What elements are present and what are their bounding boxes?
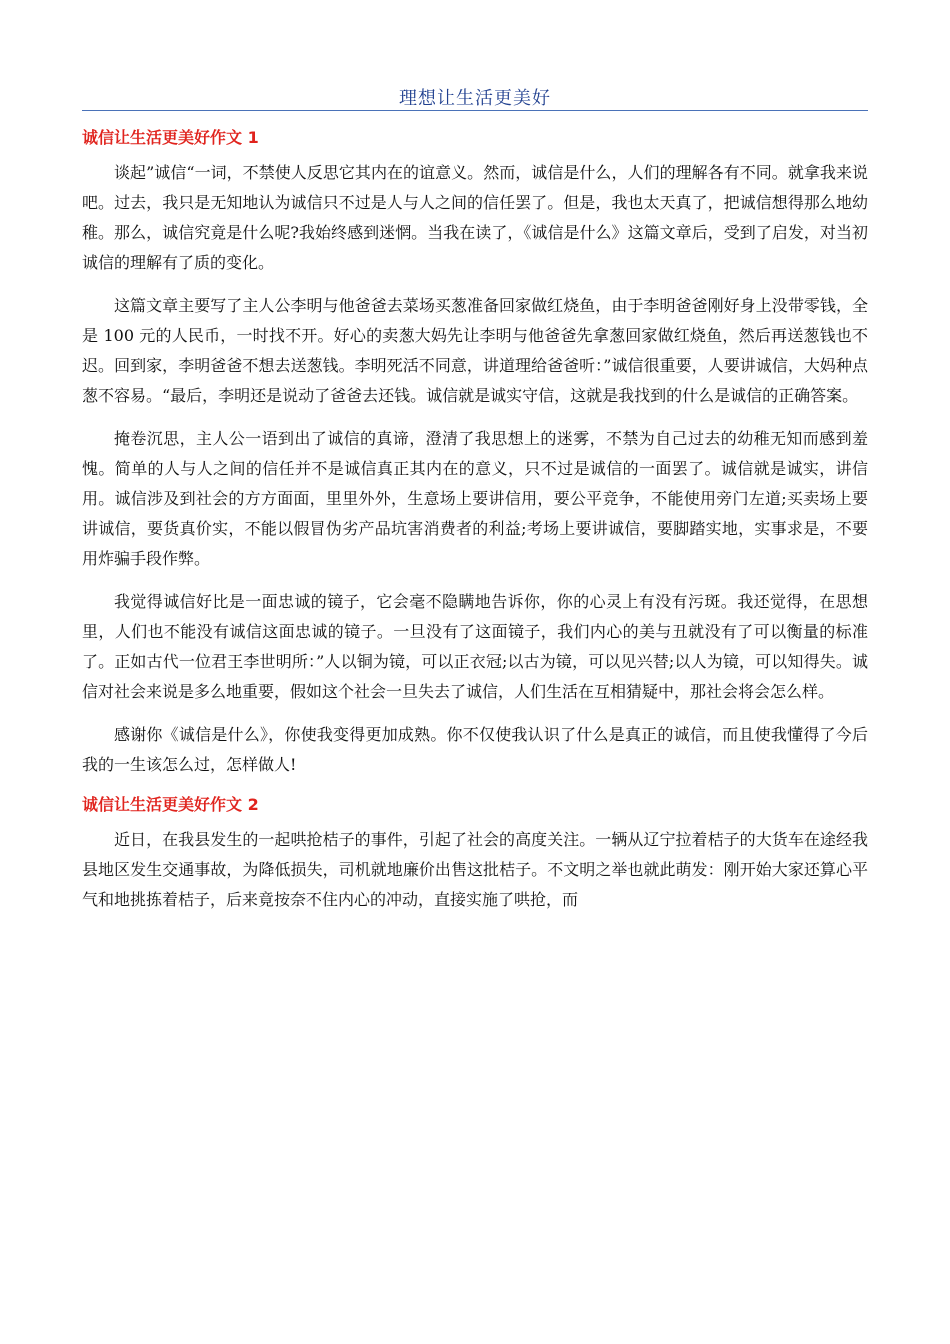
section-heading: 诚信让生活更美好作文 2 xyxy=(82,795,259,814)
essay-section-2 xyxy=(82,793,868,915)
paragraph: 感谢你《诚信是什么》，你使我变得更加成熟。你不仅使我认识了什么是真正的诚信，而且使我懂得了今后我的一生该怎么过，怎样做人! xyxy=(82,725,868,774)
running-header-title: 理想让生活更美好 xyxy=(399,88,551,109)
essay-section-1 xyxy=(82,126,868,780)
paragraph: 这篇文章主要写了主人公李明与他爸爸去菜场买葱准备回家做红烧鱼，由于李明爸爸刚好身上没带零钱，全是 100 元的人民币，一时找不开。好心的卖葱大妈先让李明与他爸爸先拿葱回家做红烧鱼，然后再送葱钱也不迟。回到家，李明爸爸不想去送葱钱。李明死活不同意，讲道理给爸爸听：”诚信很重要，人要讲诚信，大妈种点葱不容易。“最后，李明还是说动了爸爸去还钱。诚信就是诚实守信，这就是我找到的什么是诚信的正确答案。 xyxy=(82,296,868,405)
paragraph: 谈起”诚信“一词，不禁使人反思它其内在的谊意义。然而，诚信是什么，人们的理解各有不同。就拿我来说吧。过去，我只是无知地认为诚信只不过是人与人之间的信任罢了。但是，我也太天真了，把诚信想得那么地幼稚。那么，诚信究竟是什么呢?我始终感到迷惘。当我在读了，《诚信是什么》这篇文章后，受到了启发，对当初诚信的理解有了质的变化。 xyxy=(82,163,868,272)
section-heading: 诚信让生活更美好作文 1 xyxy=(82,128,259,147)
document-body xyxy=(82,126,868,928)
paragraph: 掩卷沉思，主人公一语到出了诚信的真谛，澄清了我思想上的迷雾，不禁为自己过去的幼稚无知而感到羞愧。简单的人与人之间的信任并不是诚信真正其内在的意义，只不过是诚信的一面罢了。诚信就是诚实，讲信用。诚信涉及到社会的方方面面，里里外外，生意场上要讲信用，要公平竞争，不能使用旁门左道;买卖场上要讲诚信，要货真价实，不能以假冒伪劣产品坑害消费者的利益;考场上要讲诚信，要脚踏实地，实事求是，不要用炸骗手段作弊。 xyxy=(82,429,868,568)
header-divider xyxy=(82,110,868,111)
paragraph: 近日，在我县发生的一起哄抢桔子的事件，引起了社会的高度关注。一辆从辽宁拉着桔子的大货车在途经我县地区发生交通事故，为降低损失，司机就地廉价出售这批桔子。不文明之举也就此萌发：刚开始大家还算心平气和地挑拣着桔子，后来竟按奈不住内心的冲动，直接实施了哄抢，而 xyxy=(82,830,868,909)
paragraph: 我觉得诚信好比是一面忠诚的镜子，它会毫不隐瞒地告诉你，你的心灵上有没有污斑。我还觉得，在思想里，人们也不能没有诚信这面忠诚的镜子。一旦没有了这面镜子，我们内心的美与丑就没有了可以衡量的标准了。正如古代一位君王李世明所：”人以铜为镜，可以正衣冠;以古为镜，可以见兴替;以人为镜，可以知得失。诚信对社会来说是多么地重要，假如这个社会一旦失去了诚信，人们生活在互相猜疑中，那社会将会怎么样。 xyxy=(82,592,868,701)
